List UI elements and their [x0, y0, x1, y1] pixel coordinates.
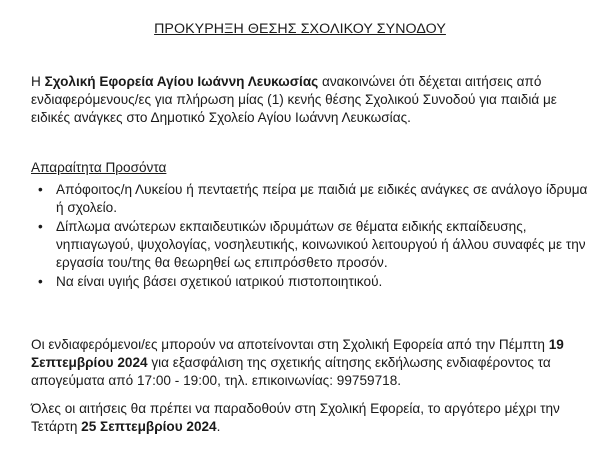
deadline-paragraph: [31, 400, 586, 436]
bullet-icon: •: [38, 274, 43, 289]
requirements-heading: Απαραίτητα Προσόντα: [31, 160, 167, 175]
start-date: 19 Σεπτεμβρίου 2024: [31, 337, 564, 370]
contact-text-after: για εξασφάλιση της σχετικής αίτησης εκδήλωσης ενδιαφέροντος τα απογεύματα από 17:00 - 19:00, τηλ. επικοινωνίας: 99759718.: [31, 355, 551, 388]
requirement-text: Δίπλωμα ανώτερων εκπαιδευτικών ιδρυμάτων σε θέματα ειδικής εκπαίδευσης, νηπιαγωγού, ψυχολογίας, νοσηλευτικής, κοινωνικού λειτουργού ή άλλου συναφές με την εργασία του/της θα θεωρηθεί ως επιπρόσθετο προσόν.: [56, 219, 586, 270]
bullet-icon: •: [38, 182, 43, 197]
intro-text: ανακοινώνει ότι δέχεται αιτήσεις από ενδιαφερόμενους/ες για πλήρωση μίας (1) κενής θέσης Σχολικού Συνοδού για παιδιά με ειδικές ανάγκες στο Δημοτικό Σχολείο Αγίου Ιωάννη Λευκωσίας.: [31, 74, 557, 125]
document-title: ΠΡΟΚΥΡΗΞΗ ΘΕΣΗΣ ΣΧΟΛΙΚΟΥ ΣΥΝΟΔΟΥ: [154, 21, 446, 37]
deadline-text-before: Όλες οι αιτήσεις θα πρέπει να παραδοθούν στη Σχολική Εφορεία, το αργότερο μέχρι την Τετάρτη: [31, 401, 560, 434]
list-item: [38, 181, 588, 217]
contact-paragraph: [31, 336, 586, 390]
requirements-list: [38, 181, 588, 292]
intro-prefix: Η: [31, 74, 45, 89]
bullet-icon: •: [38, 219, 43, 234]
list-item: [38, 273, 588, 291]
list-item: [38, 218, 588, 272]
organization-name: Σχολική Εφορεία Αγίου Ιωάννη Λευκωσίας: [44, 74, 319, 89]
requirement-text: Να είναι υγιής βάσει σχετικού ιατρικού πιστοποιητικού.: [56, 274, 383, 289]
deadline-text-after: .: [216, 419, 221, 434]
contact-text-before: Οι ενδιαφερόμενοι/ες μπορούν να αποτείνονται στη Σχολική Εφορεία από την Πέμπτη: [31, 337, 549, 352]
deadline-date: 25 Σεπτεμβρίου 2024: [81, 419, 217, 434]
intro-paragraph: [31, 73, 586, 127]
requirement-text: Απόφοιτος/η Λυκείου ή πενταετής πείρα με παιδιά με ειδικές ανάγκες σε ανάλογο ίδρυμα ή σχολείο.: [56, 182, 588, 215]
